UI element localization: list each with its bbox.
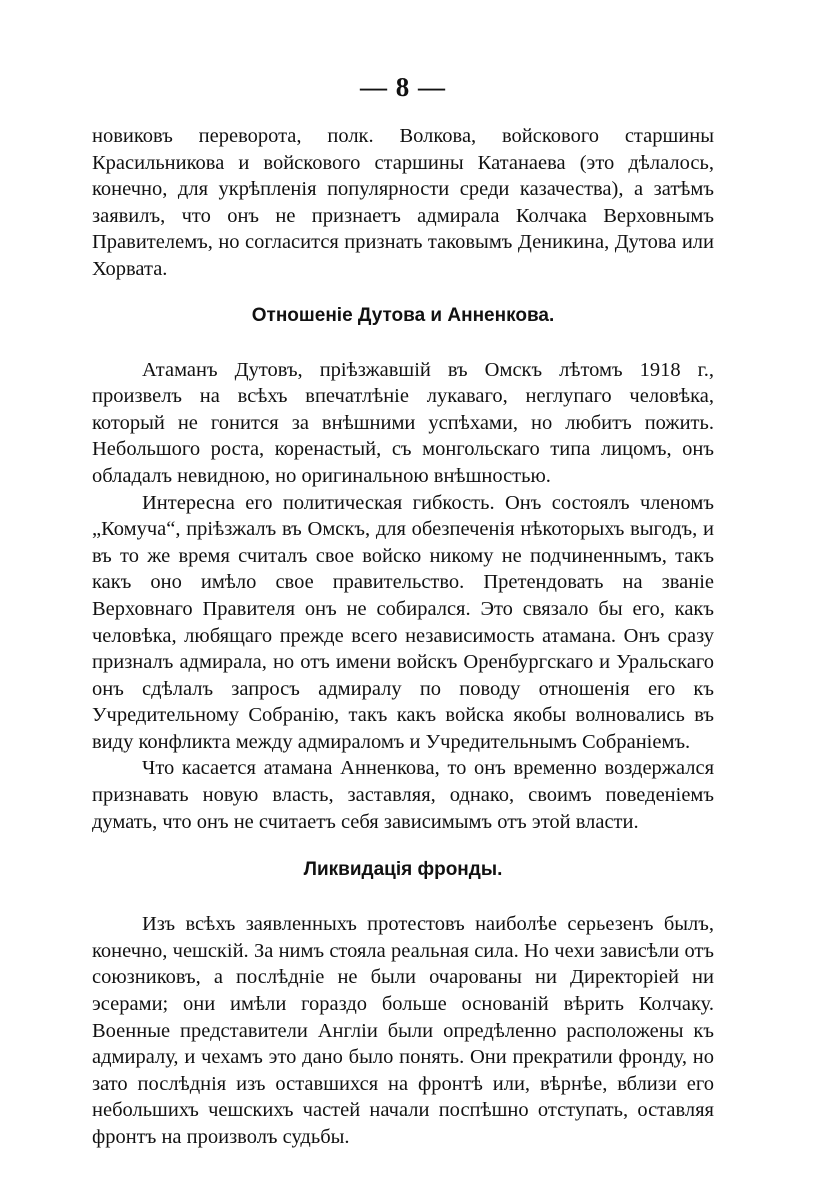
section-heading-fronde: Ликвидація фронды.: [303, 859, 503, 881]
document-page: [92, 72, 714, 1151]
paragraph-dutov-description: Атаманъ Дутовъ, пріѣзжавшій въ Омскъ лѣтомъ 1918 г., произвелъ на всѣхъ впечатлѣніе лукаваго, неглупаго человѣка, который не гонится за внѣшними успѣхами, но любитъ пожить. Небольшого роста, коренастый, съ монгольскаго типа лицомъ, онъ обладалъ невидною, но оригинальною внѣшностью.: [92, 358, 714, 487]
paragraph-fronde: Изъ всѣхъ заявленныхъ протестовъ наиболѣе серьезенъ былъ, конечно, чешскій. За нимъ стояла реальная сила. Но чехи зависѣли отъ союзниковъ, а послѣдніе не были очарованы ни Директоріей ни эсерами; они имѣли гораздо больше основаній вѣрить Колчаку. Военные представители Англіи были опредѣленно расположены къ адмиралу, и чехамъ это дано было понять. Они прекратили фронду, но зато послѣднія изъ оставшихся на фронтѣ или, вѣрнѣе, вблизи его небольшихъ чешскихъ частей начали поспѣшно отступать, оставляя фронтъ на произволъ судьбы.: [92, 913, 714, 1148]
page-number: — 8 —: [360, 72, 446, 102]
paragraph-dutov-politics: Интересна его политическая гибкость. Онъ состоялъ членомъ „Комуча“, пріѣзжалъ въ Омскъ, для обезпеченія нѣкоторыхъ выгодъ, и въ то же время считалъ свое войско никому не подчиненнымъ, такъ какъ оно имѣло свое правительство. Претендовать на званіе Верховнаго Правителя онъ не собирался. Это связало бы его, какъ человѣка, любящаго прежде всего независимость атамана. Онъ сразу призналъ адмирала, но отъ имени войскъ Оренбургскаго и Уральскаго онъ сдѣлалъ запросъ адмиралу по поводу отношенія его къ Учредительному Собранію, такъ какъ войска якобы волновались въ виду конфликта между адмираломъ и Учредительнымъ Собраніемъ.: [92, 491, 714, 753]
section-heading-dutov-annenkov: Отношеніе Дутова и Анненкова.: [251, 304, 555, 326]
paragraph-continuation: новиковъ переворота, полк. Волкова, войскового старшины Красильникова и войскового старшины Катанаева (это дѣлалось, конечно, для укрѣпленія популярности среди казачества), а затѣмъ заявилъ, что онъ не признаетъ адмирала Колчака Верховнымъ Правителемъ, но согласится признать таковымъ Деникина, Дутова или Хорвата.: [92, 125, 714, 280]
paragraph-annenkov: Что касается атамана Анненкова, то онъ временно воздержался признавать новую власть, заставляя, однако, своимъ поведеніемъ думать, что онъ не считаетъ себя зависимымъ отъ этой власти.: [92, 757, 714, 833]
